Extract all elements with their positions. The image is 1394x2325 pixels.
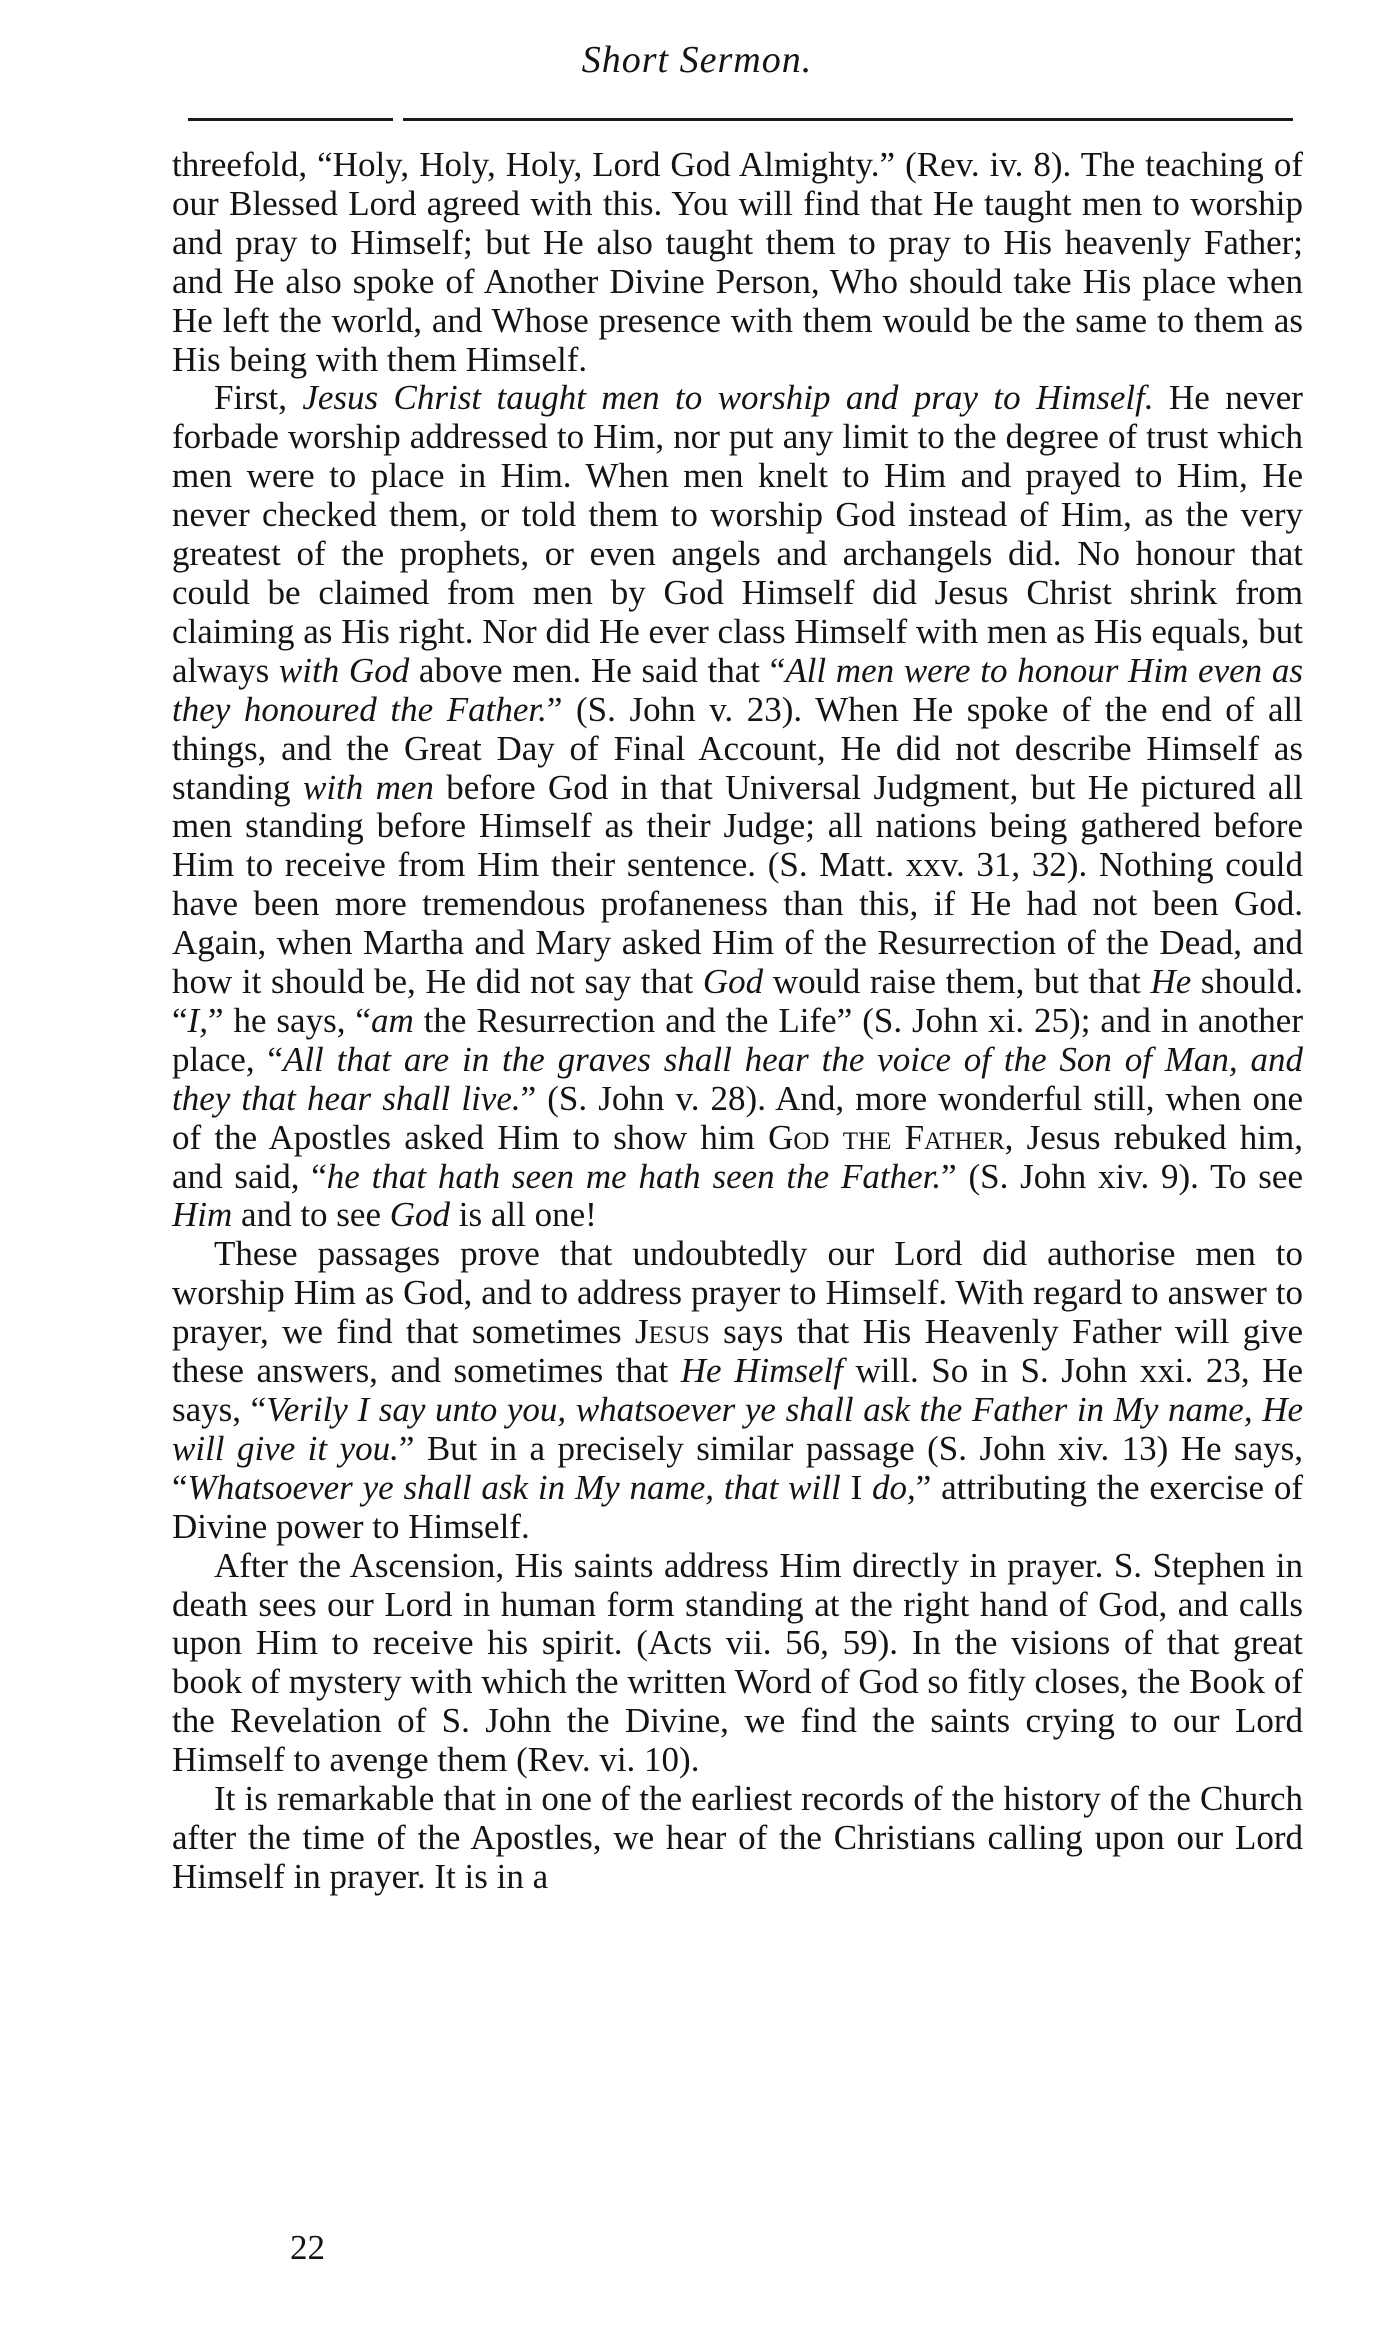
page-number: 22 — [290, 2228, 325, 2267]
emphasis: Whatsoever ye shall ask in My name, that will — [187, 1467, 841, 1507]
emphasis: with God — [278, 650, 410, 690]
emphasis: I, — [187, 1000, 208, 1040]
emphasis: Verily I say unto you, whatsoever ye shall ask the Father in My name, He will give it you. — [172, 1390, 1304, 1468]
emphasis: All men were to honour Him even as they honoured the Father. — [172, 650, 1303, 729]
emphasis: he that hath seen me hath seen the Father. — [326, 1156, 942, 1196]
sermon-body — [172, 146, 1303, 1897]
small-caps: God the Father — [768, 1117, 1005, 1157]
emphasis: am — [370, 1000, 414, 1040]
emphasis: God — [702, 962, 764, 1002]
emphasis: Jesus Christ taught men to worship and pray to Himself. — [302, 378, 1154, 418]
emphasis: with men — [302, 767, 434, 807]
header-rule-left — [188, 118, 393, 121]
paragraph-1: threefold, “Holy, Holy, Holy, Lord God Almighty.” (Rev. iv. 8). The teaching of our Blessed Lord agreed with this. You will find that He taught men to worship and pray to Himself; but He also taught them to pray to His heavenly Father; and He also spoke of Another Divine Person, Who should take His place when He left the world, and Whose presence with them would be the same to them as His being with them Himself. — [172, 145, 1303, 379]
paragraph-2: First, Jesus Christ taught men to worship and pray to Himself. He never forbade worship addressed to Him, nor put any limit to the degree of trust which men were to place in Him. When men knelt to Him and prayed to Him, He never checked them, or told them to worship God instead of Him, as the very greatest of the prophets, or even angels and archangels did. No honour that could be claimed from men by God Himself did Jesus Christ shrink from claiming as His right. Nor did He ever class Himself with men as His equals, but always with God above men. He said that “All men were to honour Him even as they honoured the Father.” (S. John v. 23). When He spoke of the end of all things, and the Great Day of Final Account, He did not describe Himself as standing with men before God in that Universal Judgment, but He pictured all men standing before Himself as their Judge; all nations being gathered before Him to receive from Him their sentence. (S. Matt. xxv. 31, 32). Nothing could have been more tremendous profaneness than this, if He had not been God. Again, when Martha and Mary asked Him of the Resurrection of the Dead, and how it should be, He did not say that God would raise them, but that He should. “I,” he says, “am the Resurrection and the Life” (S. John xi. 25); and in another place, “All that are in the graves shall hear the voice of the Son of Man, and they that hear shall live.” (S. John v. 28). And, more wonderful still, when one of the Apostles asked Him to show him God the Father, Jesus rebuked him, and said, “he that hath seen me hath seen the Father.” (S. John xiv. 9). To see Him and to see God is all one! — [172, 378, 1304, 1235]
emphasis: He — [1150, 962, 1192, 1002]
emphasis: All that are in the graves shall hear the voice of the Son of Man, and they that hear shall live. — [172, 1039, 1303, 1118]
emphasis: God — [389, 1195, 451, 1235]
paragraph-5: It is remarkable that in one of the earliest records of the history of the Church after the time of the Apostles, we hear of the Christians calling upon our Lord Himself in prayer. It is in a — [172, 1779, 1303, 1896]
emphasis: do, — [872, 1467, 916, 1507]
paragraph-4: After the Ascension, His saints address Him directly in prayer. S. Stephen in death sees our Lord in human form standing at the right hand of God, and calls upon Him to receive his spirit. (Acts vii. 56, 59). In the visions of that great book of mystery with which the written Word of God so fitly closes, the Book of the Revelation of S. John the Divine, we find the saints crying to our Lord Himself to avenge them (Rev. vi. 10). — [172, 1545, 1303, 1780]
emphasis: Him — [172, 1195, 233, 1235]
paragraph-3: These passages prove that undoubtedly our Lord did authorise men to worship Him as God, and to address prayer to Himself. With regard to answer to prayer, we find that sometimes Jesus says that His Heavenly Father will give these answers, and sometimes that He Himself will. So in S. John xxi. 23, He says, “Verily I say unto you, whatsoever ye shall ask the Father in My name, He will give it you.” But in a precisely similar passage (S. John xiv. 13) He says, “Whatsoever ye shall ask in My name, that will I do,” attributing the exercise of Divine power to Himself. — [172, 1234, 1304, 1546]
emphasis: He Himself — [680, 1351, 843, 1391]
small-caps: Jesus — [635, 1312, 710, 1352]
header-rule-right — [403, 118, 1293, 121]
running-title: Short Sermon. — [581, 39, 813, 81]
